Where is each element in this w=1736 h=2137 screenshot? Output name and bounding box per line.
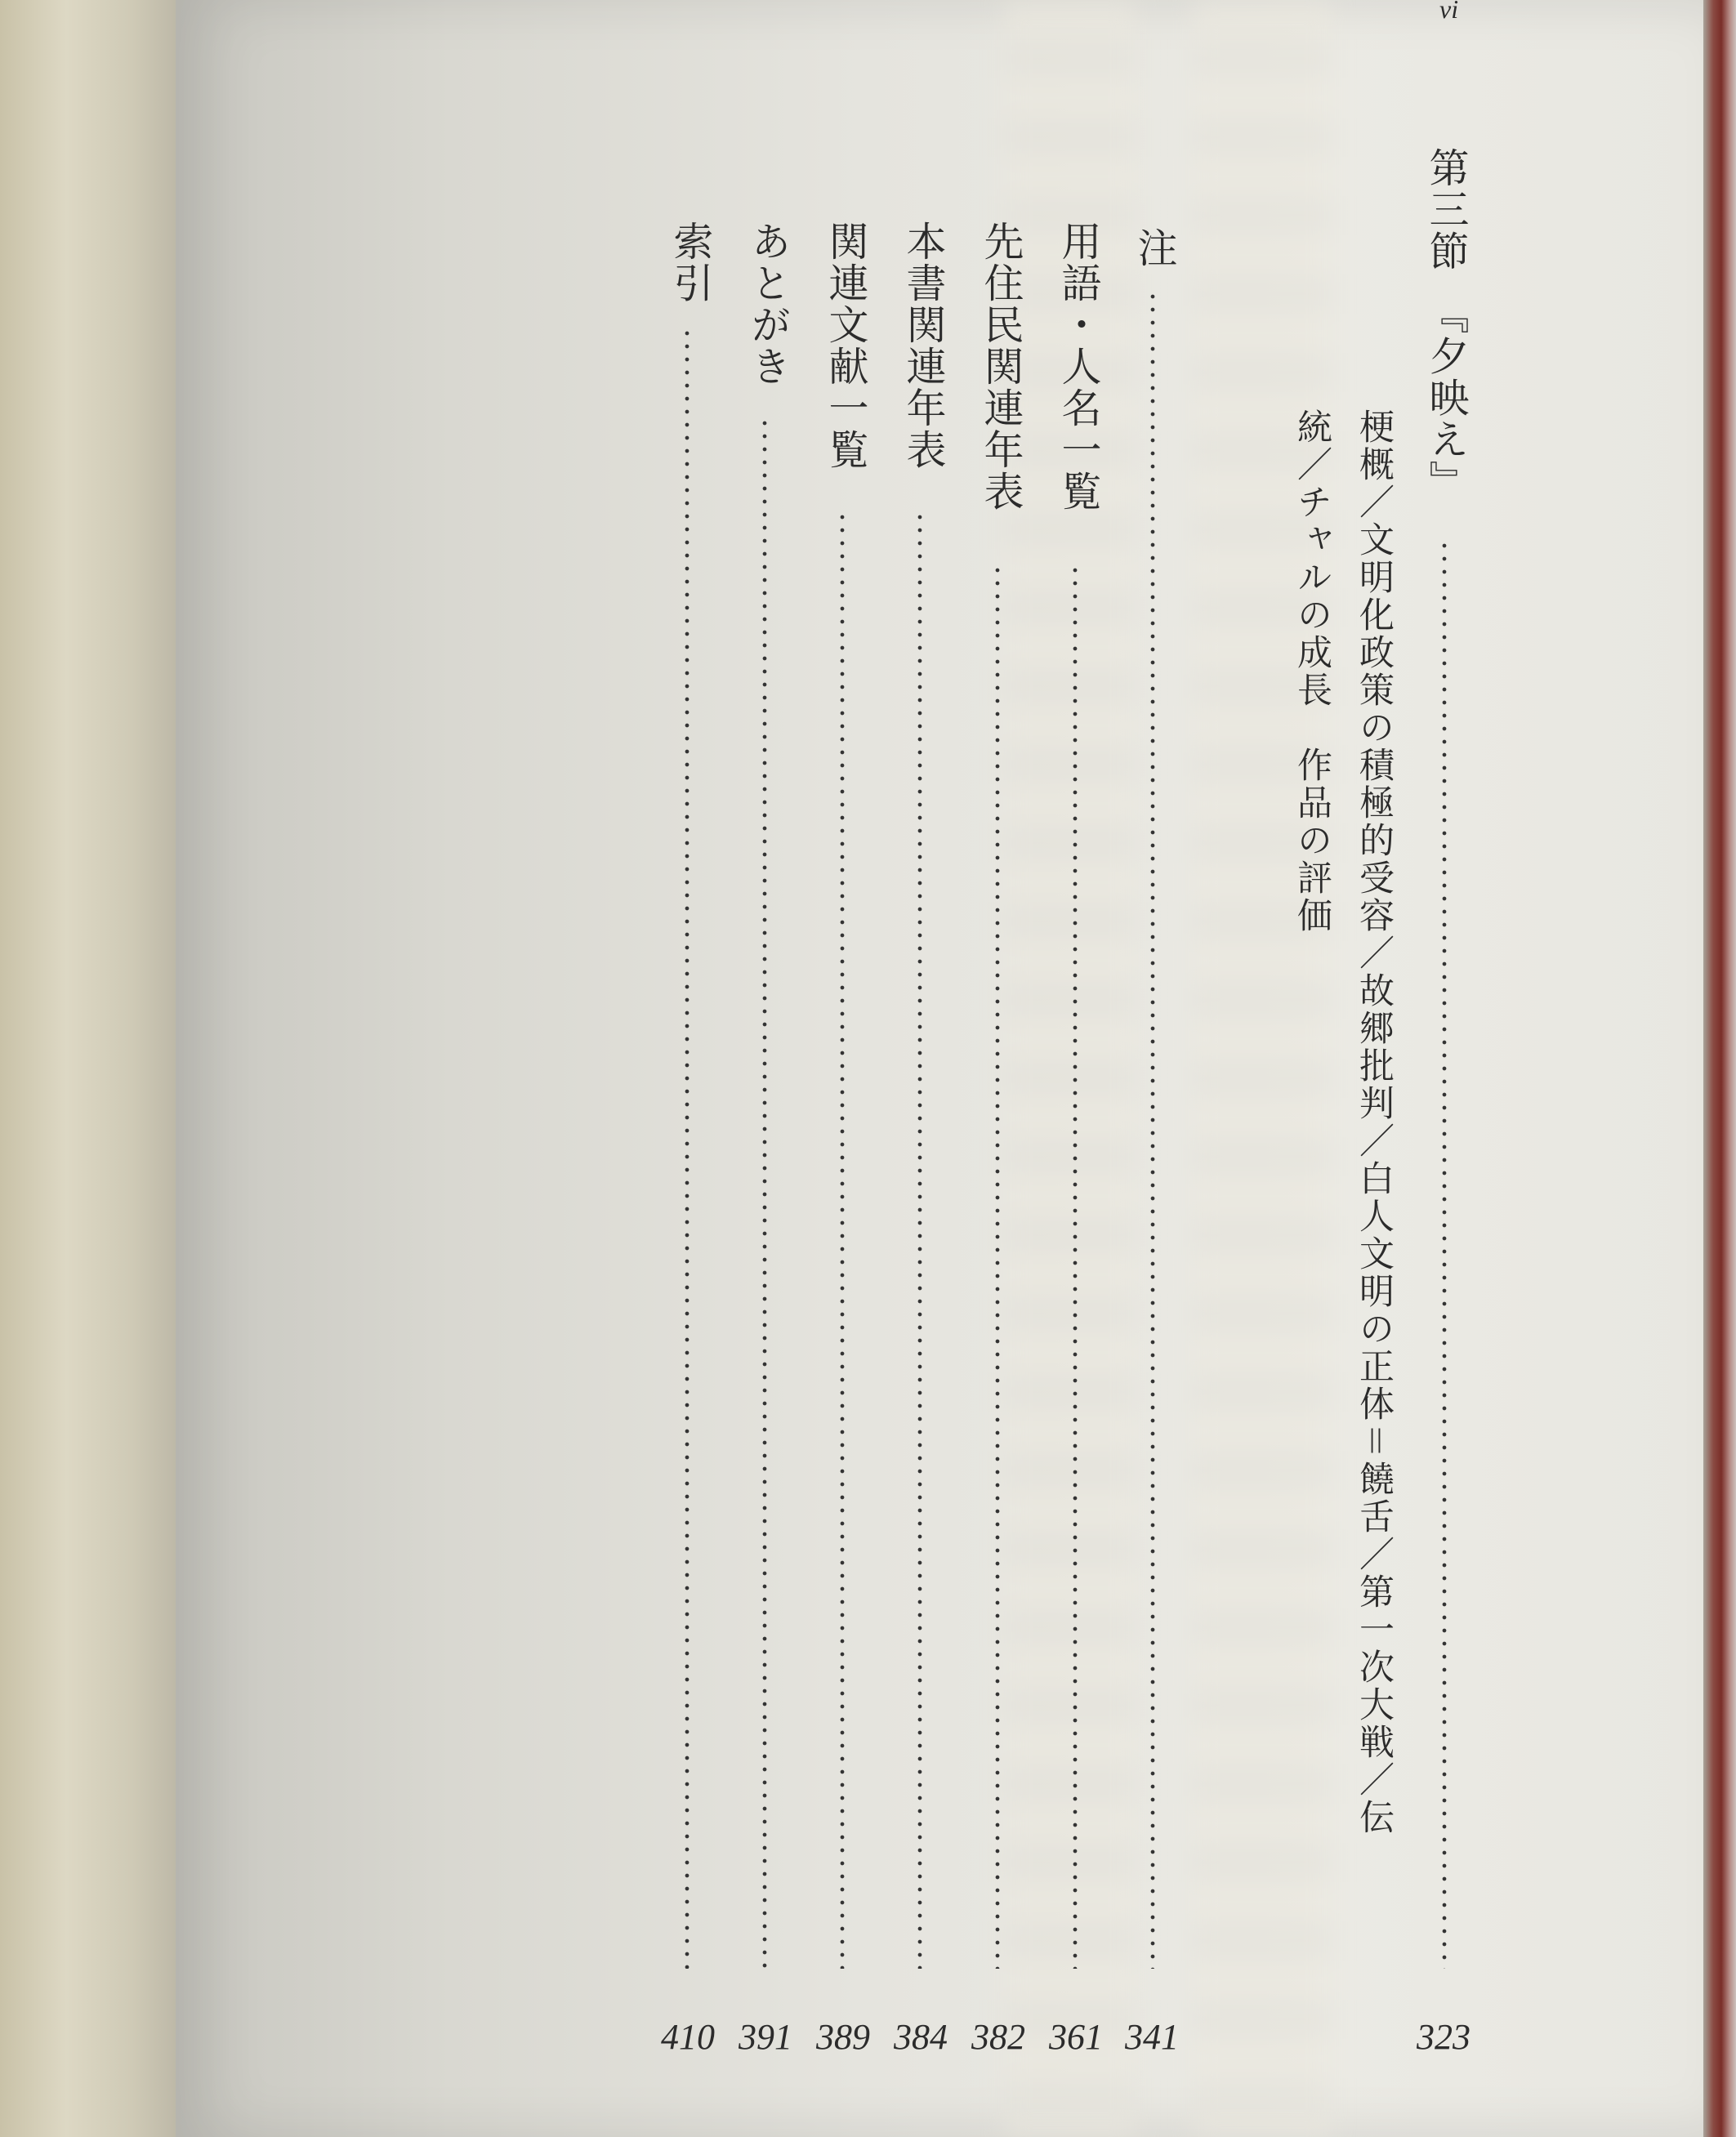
book-gutter [0, 0, 188, 2137]
toc-page-indigenous-chronology: 382 [971, 2017, 1025, 2057]
toc-page-notes: 341 [1125, 2017, 1179, 2057]
toc-leader-notes [1150, 290, 1155, 1969]
show-through-right [1193, 0, 1332, 2137]
toc-entry-notes: 注 [1131, 227, 1178, 269]
toc-entry-bibliography: 関連文献一覧 [823, 221, 869, 471]
toc-leader-bibliography [840, 511, 845, 1969]
toc-entry-glossary: 用語・人名一覧 [1055, 221, 1102, 512]
toc-leader-indigenous-chronology [995, 564, 1000, 1969]
toc-leader-section [1442, 539, 1447, 1969]
toc-section-summary-line2: 統／チャルの成長 作品の評価 [1292, 408, 1332, 935]
toc-leader-index [685, 327, 689, 1969]
toc-entry-afterword: あとがき [745, 221, 792, 387]
toc-page-book-chronology: 384 [894, 2017, 948, 2057]
toc-section-summary-line1: 梗概／文明化政策の積極的受容／故郷批判／白人文明の正体＝饒舌／第一次大戦／伝 [1354, 408, 1395, 1836]
toc-page-bibliography: 389 [816, 2017, 870, 2057]
toc-page-index: 410 [661, 2017, 715, 2057]
toc-leader-book-chronology [917, 511, 922, 1969]
toc-page-afterword: 391 [739, 2017, 792, 2057]
toc-entry-indigenous-chronology: 先住民関連年表 [978, 221, 1024, 512]
toc-entry-book-chronology: 本書関連年表 [900, 221, 947, 471]
book-cover-edge [1703, 0, 1736, 2137]
toc-page-glossary: 361 [1049, 2017, 1103, 2057]
toc-leader-afterword [762, 417, 767, 1969]
toc-section-title: 第三節 『夕映え』 [1423, 147, 1470, 502]
toc-leader-glossary [1073, 564, 1078, 1969]
page-folio: vi [1439, 0, 1459, 24]
toc-section-page: 323 [1417, 2017, 1470, 2057]
toc-entry-index: 索引 [667, 221, 714, 304]
